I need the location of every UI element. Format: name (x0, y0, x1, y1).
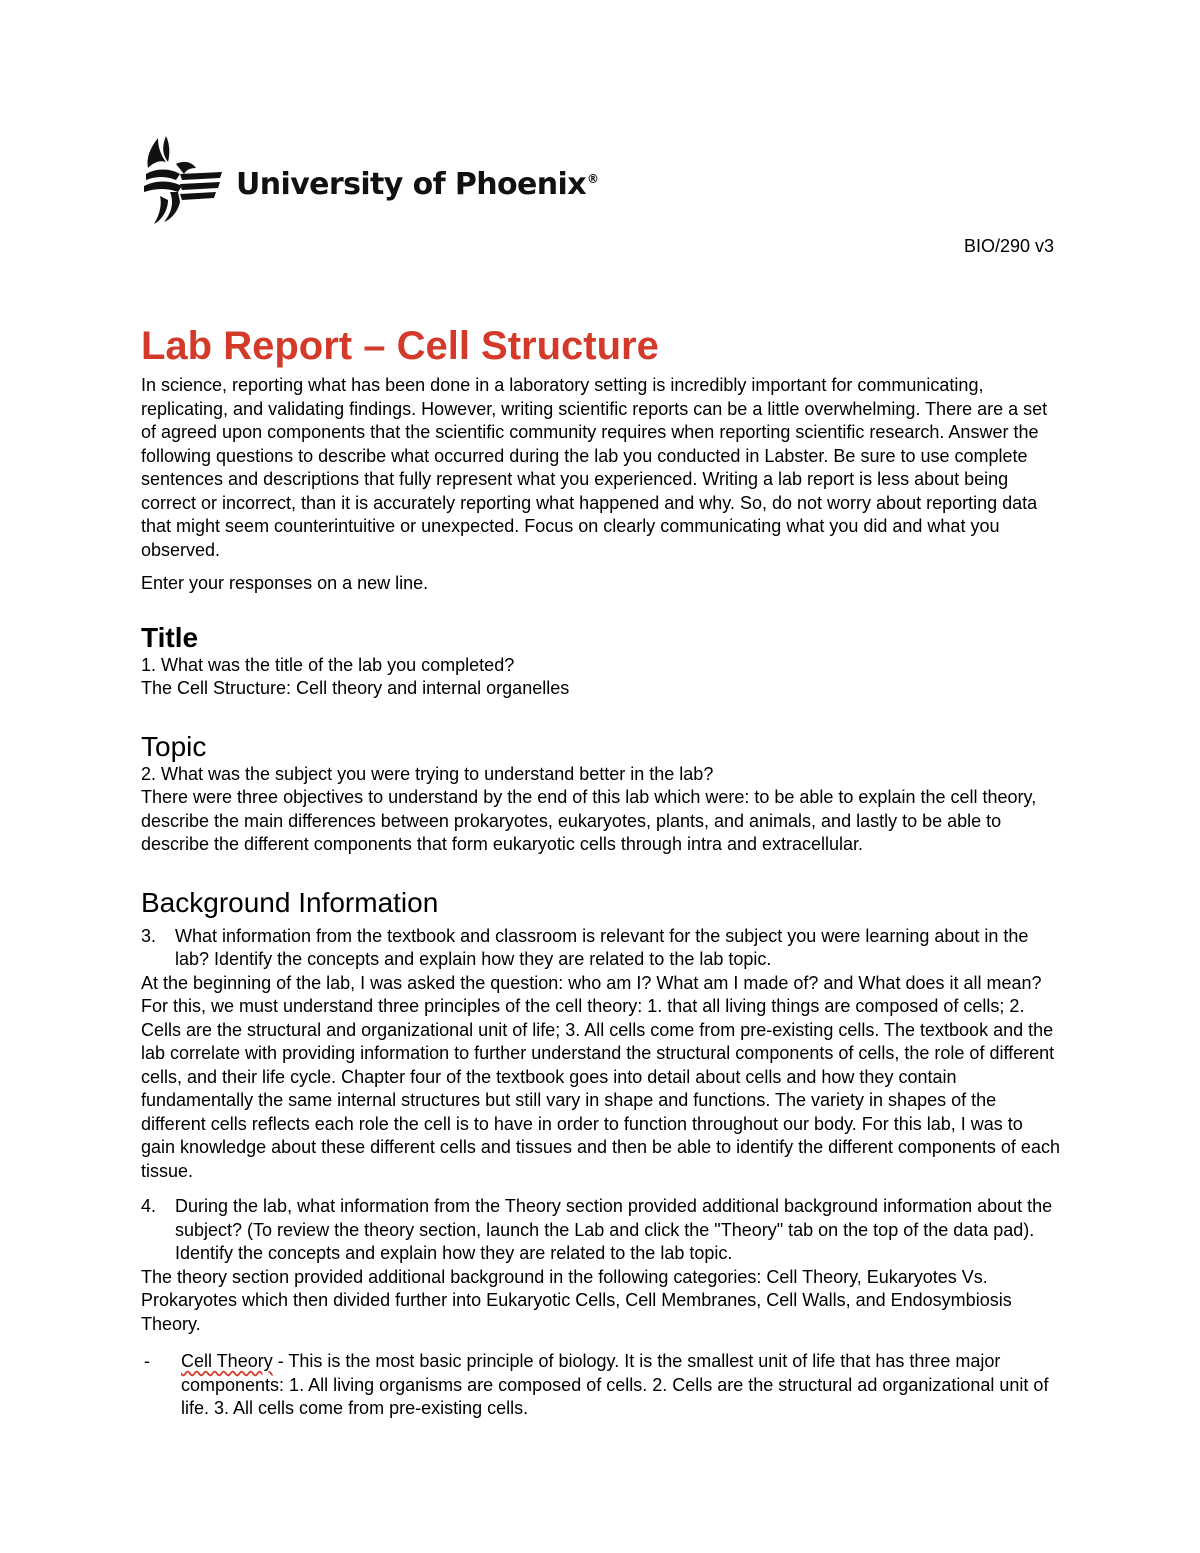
question-4-number: 4. (141, 1196, 157, 1216)
question-3-number: 3. (141, 925, 157, 946)
answer-4: The theory section provided additional background in the following categories: Cell Theory, Eukaryotes Vs. Prokaryotes which then divided further into Eukaryotic Cells, Cell Membranes, Cell Walls, and Endosymbiosis Theory. (141, 1266, 1012, 1334)
phoenix-icon (140, 134, 224, 228)
section-heading-title: Title (141, 621, 199, 653)
logo-wordmark (236, 167, 598, 202)
question-1: 1. What was the title of the lab you completed? (141, 654, 515, 675)
instruction-text: Enter your responses on a new line. (141, 573, 429, 593)
section-heading-background: Background Information (141, 886, 439, 918)
intro-paragraph: In science, reporting what has been done in a laboratory setting is incredibly important for communicating, replicating, and validating findings. However, writing scientific reports can be a little overwhelming. There are a set of agreed upon components that the scientific community requires when reporting scientific research. Answer the following questions to describe what occurred during the lab you conducted in Labster. Be sure to use complete sentences and descriptions that fully represent what you experienced. Writing a lab report is less about being correct or incorrect, than it is accurately reporting what happened and why. So, do not worry about reporting data that might seem counterintuitive or unexpected. Focus on clearly communicating what you did and what you observed. (141, 375, 1048, 560)
document-body (141, 320, 1061, 1421)
answer-3: At the beginning of the lab, I was asked the question: who am I? What am I made of? and What does it all mean? For this, we must understand three principles of the cell theory: 1. that all living things are composed of cells; 2. Cells are the structural and organizational unit of life; 3. All cells come from pre-existing cells. The textbook and the lab correlate with providing information to further understand the structural components of cells, the role of different cells, and their life cycle. Chapter four of the textbook goes into detail about cells and how they contain fundamentally the same internal structures but still vary in shape and functions. The variety in shapes of the different cells reflects each role the cell is to have in order to function throughout our body. For this lab, I was to gain knowledge about these different cells and tissues and then be able to identify the different components of each tissue. (141, 972, 1060, 1181)
document-title: Lab Report – Cell Structure (141, 324, 659, 368)
section-heading-topic: Topic (141, 730, 207, 762)
bullet-content (181, 1350, 1061, 1421)
question-3-text: What information from the textbook and classroom is relevant for the subject you were learning about in the lab? Identify the concepts and explain how they are related to the lab topic. (175, 925, 1029, 969)
bullet-term: Cell Theory (181, 1351, 273, 1371)
answer-2: There were three objectives to understand by the end of this lab which were: to be able to explain the cell theory, describe the main differences between prokaryotes, eukaryotes, plants, and animals, and lastly to be able to describe the different components that form eukaryotic cells through intra and extracellular. (141, 787, 1037, 854)
university-logo (140, 134, 598, 228)
answer-1: The Cell Structure: Cell theory and internal organelles (141, 678, 570, 698)
logo-text: University of Phoenix (236, 166, 586, 202)
bullet-dash: - (144, 1351, 150, 1371)
course-code: BIO/290 v3 (963, 236, 1054, 256)
question-4 (141, 1195, 1061, 1266)
list-item (141, 1350, 1061, 1421)
question-4-text: During the lab, what information from the Theory section provided additional background information about the subject? (To review the theory section, launch the Lab and click the "Theory" tab on the top of the data pad). Identify the concepts and explain how they are related to the lab topic. (175, 1196, 1053, 1263)
registered-mark: ® (586, 171, 599, 186)
question-3 (141, 925, 1061, 972)
question-2: 2. What was the subject you were trying to understand better in the lab? (141, 763, 714, 784)
bullet-text: - This is the most basic principle of biology. It is the smallest unit of life that has three major components: 1. All living organisms are composed of cells. 2. Cells are the structural ad organizational unit of life. 3. All cells come from pre-existing cells. (181, 1351, 1049, 1418)
